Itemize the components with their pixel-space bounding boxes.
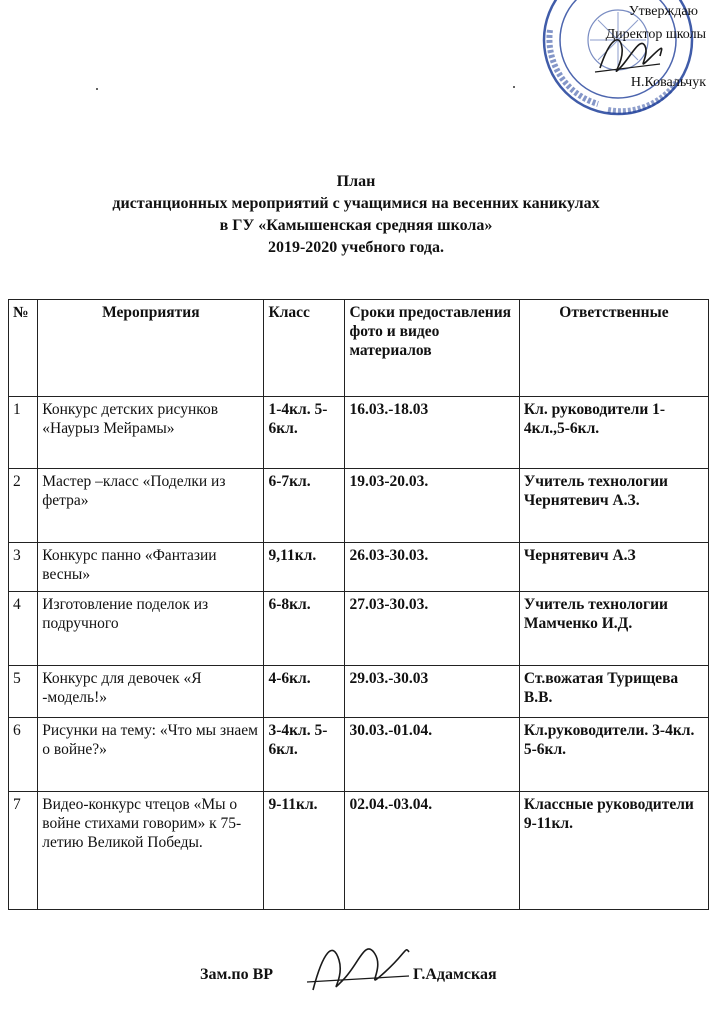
cell-responsible: Ст.вожатая Турищева В.В. (519, 666, 708, 718)
header-responsible: Ответственные (519, 300, 708, 397)
cell-dates: 27.03-30.03. (345, 592, 519, 666)
cell-responsible: Учитель технологии Мамченко И.Д. (519, 592, 708, 666)
cell-event: Конкурс детских рисунков «Наурыз Мейрамы» (38, 397, 264, 469)
approval-title: Утверждаю (628, 4, 698, 19)
cell-dates: 29.03.-30.03 (345, 666, 519, 718)
cell-dates: 26.03-30.03. (345, 543, 519, 592)
footer-name: Г.Адамская (413, 966, 497, 983)
approval-position: Директор школы (605, 27, 706, 42)
cell-responsible: Чернятевич А.З (519, 543, 708, 592)
cell-class: 9-11кл. (264, 792, 345, 910)
table-row (9, 397, 709, 469)
table-row (9, 592, 709, 666)
cell-dates: 16.03.-18.03 (345, 397, 519, 469)
cell-class: 1-4кл. 5-6кл. (264, 397, 345, 469)
table-row (9, 469, 709, 543)
cell-responsible: Кл. руководители 1-4кл.,5-6кл. (519, 397, 708, 469)
cell-event: Конкурс панно «Фантазии весны» (38, 543, 264, 592)
cell-class: 3-4кл. 5-6кл. (264, 718, 345, 792)
footer-position: Зам.по ВР (200, 966, 274, 983)
cell-event: Мастер –класс «Поделки из фетра» (38, 469, 264, 543)
table-header-row (9, 300, 709, 397)
cell-dates: 19.03-20.03. (345, 469, 519, 543)
cell-no: 4 (9, 592, 38, 666)
table-row (9, 718, 709, 792)
cell-class: 4-6кл. (264, 666, 345, 718)
cell-event: Изготовление поделок из подручного (38, 592, 264, 666)
cell-class: 9,11кл. (264, 543, 345, 592)
cell-class: 6-8кл. (264, 592, 345, 666)
events-table (8, 299, 709, 910)
deputy-signature (305, 932, 415, 1002)
cell-responsible: Учитель технологии Чернятевич А.З. (519, 469, 708, 543)
cell-no: 7 (9, 792, 38, 910)
heading-line-4: 2019-2020 учебного года. (267, 239, 445, 256)
table-row (9, 792, 709, 910)
cell-class: 6-7кл. (264, 469, 345, 543)
cell-no: 3 (9, 543, 38, 592)
header-no: № (9, 300, 38, 397)
heading-line-3: в ГУ «Камышенская средняя школа» (219, 217, 493, 234)
header-class: Класс (264, 300, 345, 397)
document-heading (0, 171, 712, 259)
cell-event: Видео-конкурс чтецов «Мы о войне стихами говорим» к 75-летию Великой Победы. (38, 792, 264, 910)
table-row (9, 543, 709, 592)
cell-responsible: Классные руководители 9-11кл. (519, 792, 708, 910)
heading-line-1: План (336, 173, 376, 190)
cell-dates: 30.03.-01.04. (345, 718, 519, 792)
heading-line-2: дистанционных мероприятий с учащимися на весенних каникулах (112, 195, 600, 212)
header-dates: Сроки предоставления фото и видео материалов (345, 300, 519, 397)
cell-no: 1 (9, 397, 38, 469)
cell-responsible: Кл.руководители. 3-4кл. 5-6кл. (519, 718, 708, 792)
cell-no: 6 (9, 718, 38, 792)
cell-event: Конкурс для девочек «Я -модель!» (38, 666, 264, 718)
director-signature (590, 28, 665, 83)
approval-name: Н.Ковальчук (630, 75, 706, 90)
scan-speck (96, 88, 98, 90)
cell-dates: 02.04.-03.04. (345, 792, 519, 910)
cell-event: Рисунки на тему: «Что мы знаем о войне?» (38, 718, 264, 792)
cell-no: 2 (9, 469, 38, 543)
scan-speck (513, 86, 515, 88)
cell-no: 5 (9, 666, 38, 718)
table-row (9, 666, 709, 718)
header-event: Мероприятия (38, 300, 264, 397)
